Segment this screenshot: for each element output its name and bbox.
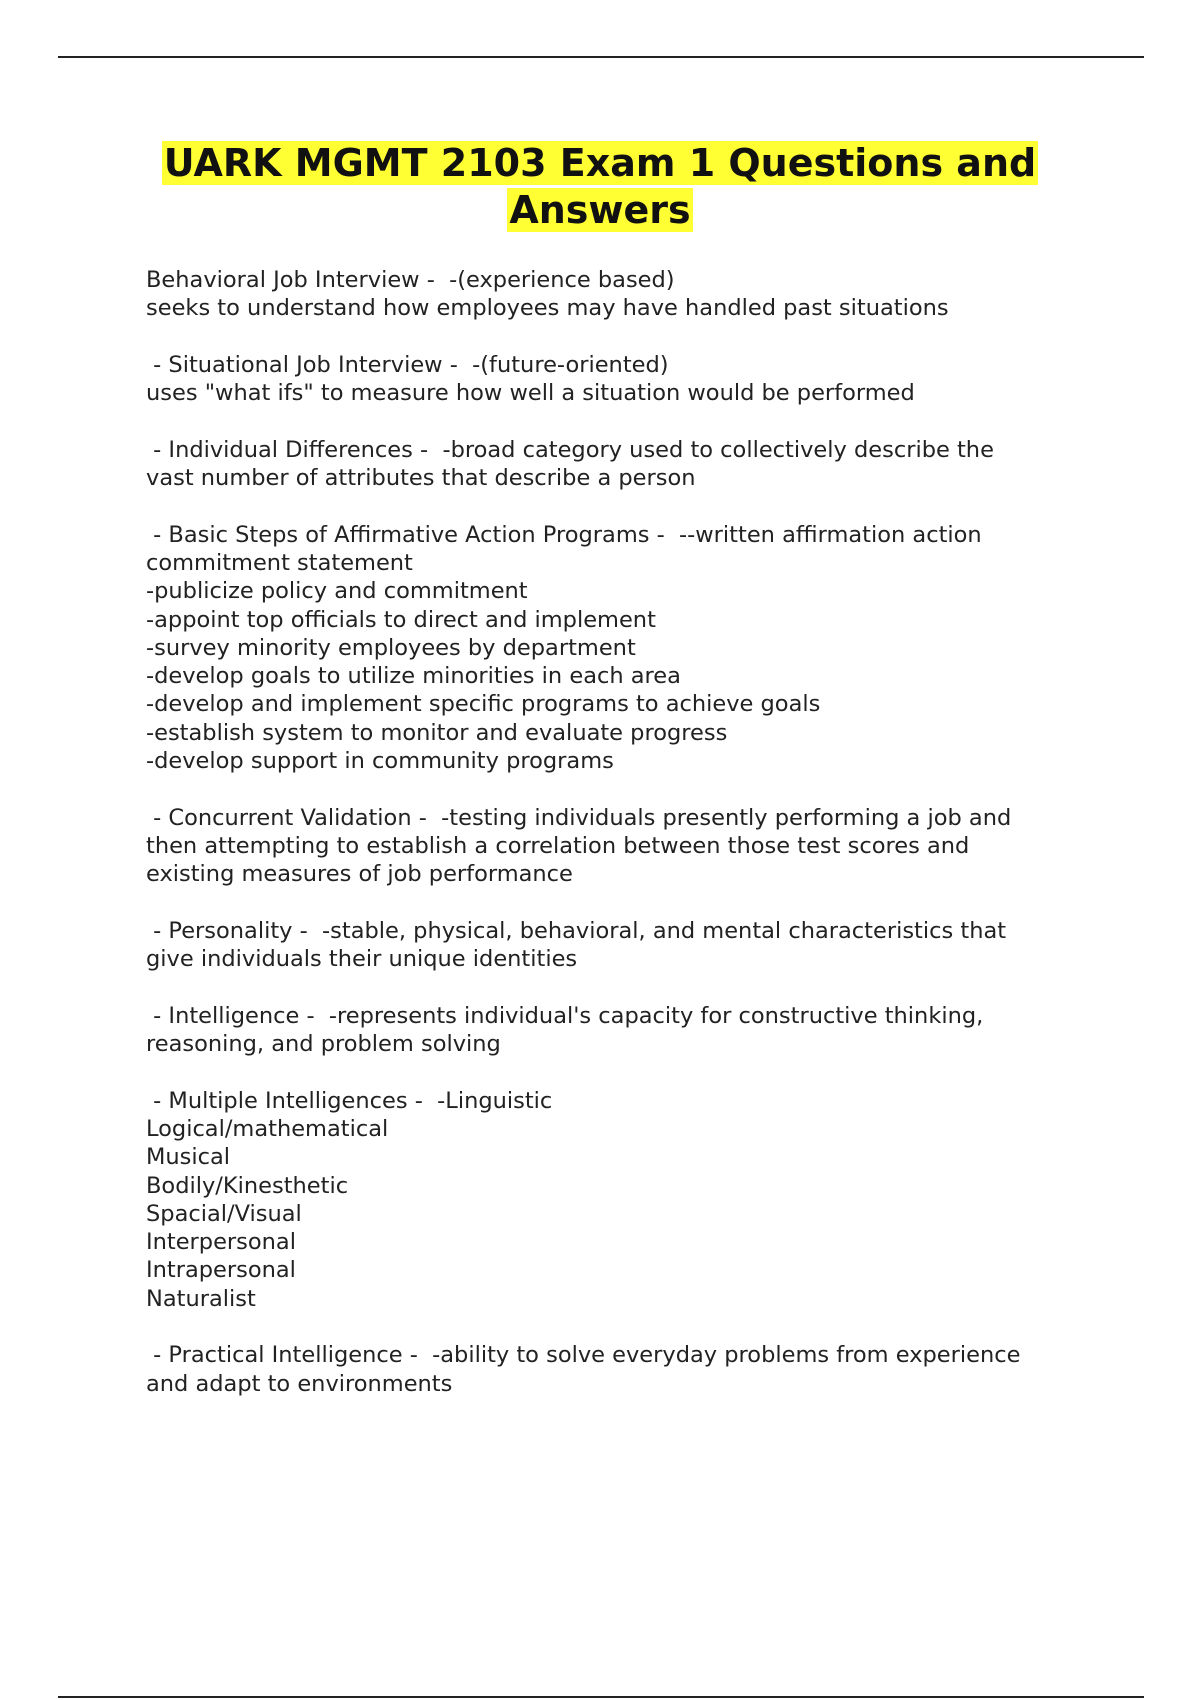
- bottom-rule: [58, 1696, 1144, 1698]
- qa-content: [146, 266, 1106, 1426]
- page-title: [120, 140, 1080, 234]
- qa-entry-line: -survey minority employees by department: [146, 634, 636, 661]
- qa-entry-line: - Basic Steps of Affirmative Action Programs - --written affirmation action: [146, 521, 982, 548]
- qa-entry-line: Logical/mathematical: [146, 1115, 389, 1142]
- title-line-2: Answers: [509, 188, 691, 232]
- qa-entry: [146, 1341, 1106, 1398]
- qa-entry-line: - Concurrent Validation - -testing individuals presently performing a job and: [146, 804, 1012, 831]
- qa-entry-line: - Personality - -stable, physical, behavioral, and mental characteristics that: [146, 917, 1007, 944]
- qa-entry-line: uses "what ifs" to measure how well a situation would be performed: [146, 380, 915, 407]
- qa-entry-line: then attempting to establish a correlation between those test scores and: [146, 832, 970, 859]
- qa-entry-line: Interpersonal: [146, 1229, 296, 1256]
- qa-entry-line: -develop goals to utilize minorities in each area: [146, 663, 681, 690]
- qa-entry-line: - Situational Job Interview - -(future-oriented): [146, 351, 669, 378]
- qa-entry: [146, 521, 1106, 776]
- qa-entry-line: Behavioral Job Interview - -(experience based): [146, 267, 675, 293]
- qa-entry-line: Intrapersonal: [146, 1257, 296, 1284]
- qa-entry: [146, 1002, 1106, 1059]
- qa-entry: [146, 351, 1106, 408]
- qa-entry-line: -establish system to monitor and evaluate progress: [146, 719, 728, 746]
- qa-entry-line: - Individual Differences - -broad category used to collectively describe the: [146, 436, 994, 463]
- qa-entry-line: - Intelligence - -represents individual's capacity for constructive thinking,: [146, 1002, 984, 1029]
- top-rule: [58, 56, 1144, 58]
- qa-entry-line: Bodily/Kinesthetic: [146, 1172, 349, 1199]
- qa-entry: [146, 436, 1106, 493]
- qa-entry-line: -develop support in community programs: [146, 748, 614, 775]
- qa-entry-line: Spacial/Visual: [146, 1200, 302, 1227]
- qa-entry-line: give individuals their unique identities: [146, 946, 578, 973]
- qa-entry-line: -appoint top officials to direct and implement: [146, 606, 656, 633]
- qa-entry-line: existing measures of job performance: [146, 861, 573, 888]
- qa-entry-line: - Practical Intelligence - -ability to solve everyday problems from experience: [146, 1342, 1021, 1369]
- qa-entry-line: -publicize policy and commitment: [146, 578, 528, 605]
- qa-entry: [146, 804, 1106, 889]
- qa-entry-line: - Multiple Intelligences - -Linguistic: [146, 1087, 553, 1114]
- qa-entry: [146, 1087, 1106, 1313]
- qa-entry-line: reasoning, and problem solving: [146, 1031, 501, 1058]
- qa-entry-line: -develop and implement specific programs to achieve goals: [146, 691, 821, 718]
- qa-entry-line: Naturalist: [146, 1285, 256, 1312]
- qa-entry: [146, 266, 1106, 323]
- qa-entry-line: and adapt to environments: [146, 1370, 453, 1397]
- qa-entry-line: seeks to understand how employees may have handled past situations: [146, 295, 949, 322]
- qa-entry-line: Musical: [146, 1144, 231, 1171]
- qa-entry-line: commitment statement: [146, 549, 413, 576]
- qa-entry-line: vast number of attributes that describe a person: [146, 465, 696, 492]
- qa-entry: [146, 917, 1106, 974]
- title-line-1: UARK MGMT 2103 Exam 1 Questions and: [163, 141, 1037, 185]
